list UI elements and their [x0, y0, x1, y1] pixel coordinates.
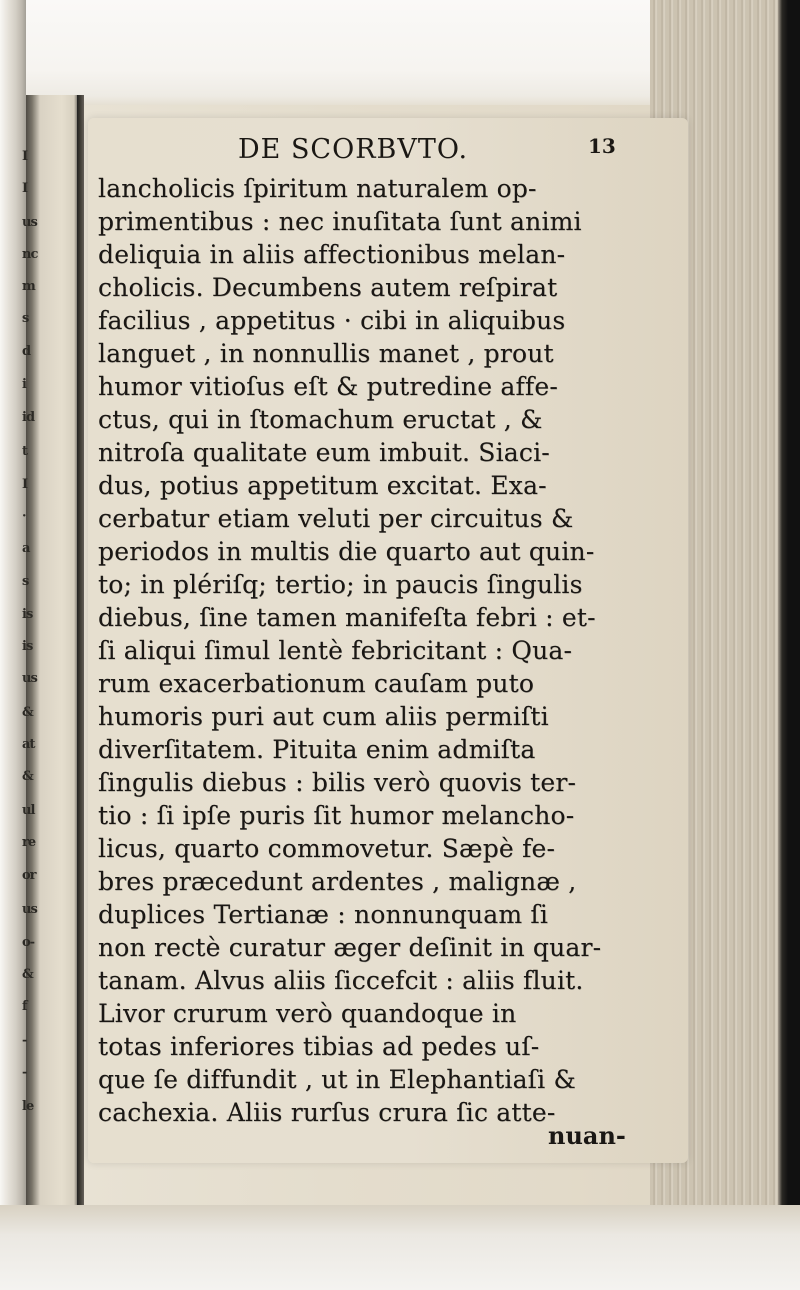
text-line: diebus, ſine tamen manifeſta febri : et-: [98, 603, 596, 632]
left-margin-fragment: &: [22, 769, 33, 784]
text-line: licus, quarto commovetur. Sæpè fe-: [98, 834, 556, 863]
left-margin-fragment: at: [22, 737, 35, 752]
text-line: facilius , appetitus · cibi in aliquibus: [98, 306, 566, 335]
left-margin-fragment: le: [22, 1099, 34, 1114]
text-line: primentibus : nec inuſitata ſunt animi: [98, 207, 582, 236]
left-margin-fragment: id: [22, 410, 35, 425]
text-line: rum exacerbationum cauſam puto: [98, 669, 535, 698]
text-line: humoris puri aut cum aliis permiſti: [98, 702, 549, 731]
book-fold: [77, 95, 84, 1230]
scan-bottom-margin: [0, 1205, 800, 1290]
text-line: deliquia in aliis affectionibus melan-: [98, 240, 566, 269]
text-line: ſingulis diebus : bilis verò quovis ter-: [98, 768, 577, 797]
text-line: dus, potius appetitum excitat. Exa-: [98, 471, 547, 500]
running-head: DE SCORBVTO.: [238, 134, 469, 165]
text-line: tio : ſi ipſe puris ſit humor melancho-: [98, 801, 575, 830]
text-line: ctus, qui in ſtomachum eructat , &: [98, 405, 543, 434]
left-margin-fragment: d: [22, 344, 31, 359]
text-line: que ſe diffundit , ut in Elephantiaſi &: [98, 1065, 576, 1094]
text-line: languet , in nonnullis manet , prout: [98, 339, 554, 368]
left-margin-fragment: is: [22, 607, 33, 622]
left-margin-fragment: s: [22, 574, 29, 589]
text-line: cachexia. Aliis rurſus crura ſic atte-: [98, 1098, 556, 1127]
text-line: totas inferiores tibias ad pedes uſ-: [98, 1032, 540, 1061]
left-margin-fragment: I: [22, 181, 28, 196]
left-margin-fragment: -: [22, 1065, 27, 1080]
left-margin-fragment: or: [22, 868, 36, 883]
left-margin-fragment: f: [22, 999, 27, 1014]
page-number: 13: [588, 134, 616, 158]
left-margin-fragment: I: [22, 149, 28, 164]
left-margin-fragment: o-: [22, 935, 35, 950]
left-margin-fragment: re: [22, 835, 36, 850]
left-margin-fragment: us: [22, 902, 37, 917]
text-line: cerbatur etiam veluti per circuitus &: [98, 504, 574, 533]
left-margin-fragment: us: [22, 215, 37, 230]
text-line: tanam. Alvus aliis ſiccefcit : aliis fluit.: [98, 966, 584, 995]
text-line: bres præcedunt ardentes , malignæ ,: [98, 867, 577, 896]
left-page-gutter: [26, 95, 80, 1230]
book-page: [88, 118, 688, 1163]
left-margin-fragment: m: [22, 279, 35, 294]
text-line: Livor crurum verò quandoque in: [98, 999, 517, 1028]
text-line: humor vitioſus eſt & putredine affe-: [98, 372, 559, 401]
text-line: non rectè curatur æger deſinit in quar-: [98, 933, 602, 962]
left-margin-fragment: is: [22, 639, 33, 654]
text-line: duplices Tertianæ : nonnunquam ſi: [98, 900, 549, 929]
left-margin-fragment: s: [22, 311, 29, 326]
text-line: nitroſa qualitate eum imbuit. Siaci-: [98, 438, 550, 467]
left-margin-fragment: i: [22, 377, 26, 392]
left-margin-fragment: ul: [22, 803, 35, 818]
text-line: cholicis. Decumbens autem reſpirat: [98, 273, 558, 302]
left-margin-fragment: t: [22, 444, 28, 459]
left-margin-fragment: &: [22, 705, 33, 720]
text-line: ſi aliqui ſimul lentè febricitant : Qua-: [98, 636, 573, 665]
left-margin-fragment: us: [22, 671, 37, 686]
left-margin-fragment: ·: [22, 509, 26, 524]
left-margin-fragment: -: [22, 1033, 27, 1048]
text-line: periodos in multis die quarto aut quin-: [98, 537, 595, 566]
left-margin-fragment: nc: [22, 247, 38, 262]
text-line: to; in plériſq; tertio; in paucis ſingulis: [98, 570, 583, 599]
left-margin-fragment: a: [22, 541, 30, 556]
left-margin-fragment: &: [22, 967, 33, 982]
scanner-dark-edge: [778, 0, 800, 1290]
left-margin-fragment: I: [22, 477, 28, 492]
catchword: nuan-: [548, 1121, 626, 1150]
text-line: diverſitatem. Pituita enim admiſta: [98, 735, 536, 764]
text-line: lancholicis ſpiritum naturalem op-: [98, 174, 537, 203]
